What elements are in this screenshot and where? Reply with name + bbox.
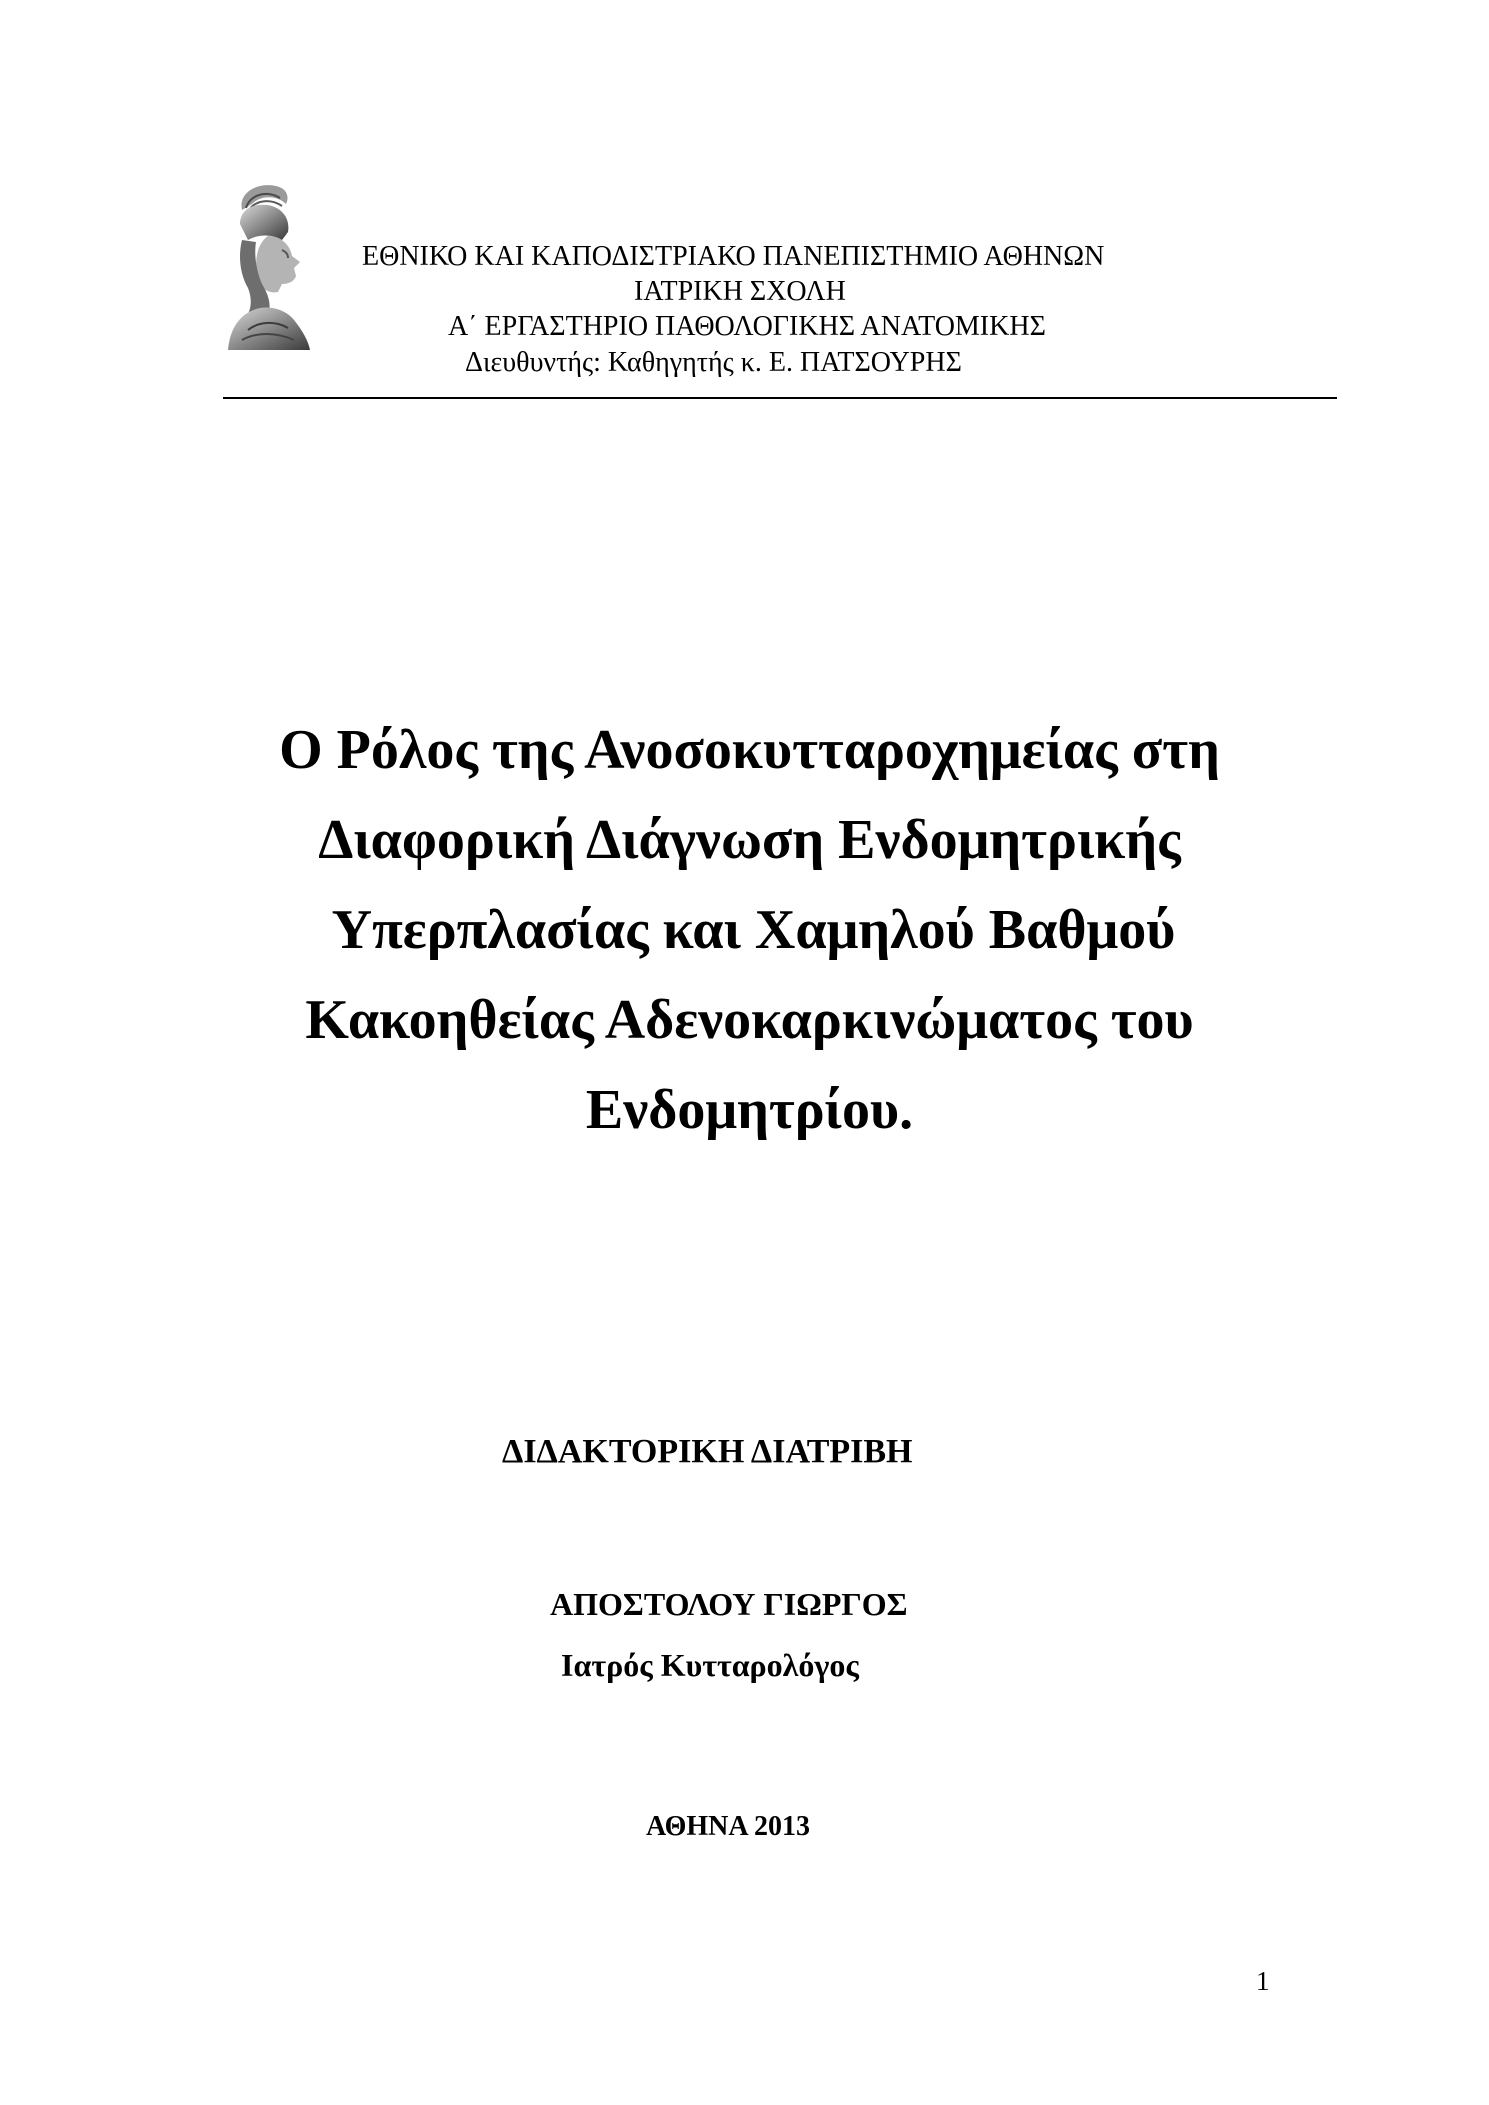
title-line: Υπερπλασίας και Χαμηλού Βαθμού	[331, 899, 1176, 961]
school-name: ΙΑΤΡΙΚΗ ΣΧΟΛΗ	[634, 276, 846, 307]
thesis-title	[0, 705, 1489, 1155]
author-role: Ιατρός Κυτταρολόγος	[561, 1647, 859, 1683]
university-logo	[228, 180, 316, 350]
title-line: Διαφορική Διάγνωση Ενδομητρικής	[318, 809, 1181, 871]
university-name: ΕΘΝΙΚΟ ΚΑΙ ΚΑΠΟΔΙΣΤΡΙΑΚΟ ΠΑΝΕΠΙΣΤΗΜΙΟ ΑΘΗΝΩΝ	[362, 241, 1105, 272]
laboratory-name: Α΄ ΕΡΓΑΣΤΗΡΙΟ ΠΑΘΟΛΟΓΙΚΗΣ ΑΝΑΤΟΜΙΚΗΣ	[448, 311, 1046, 342]
title-line: Ενδομητρίου.	[585, 1079, 914, 1141]
thesis-type-label: ΔΙΔΑΚΤΟΡΙΚΗ ΔΙΑΤΡΙΒΗ	[502, 1433, 913, 1470]
director-line: Διευθυντής: Καθηγητής κ. Ε. ΠΑΤΣΟΥΡΗΣ	[465, 347, 962, 378]
header-divider	[223, 397, 1337, 399]
athena-head-logo-icon	[228, 180, 316, 350]
page-number: 1	[1256, 1966, 1270, 1996]
title-line: Κακοηθείας Αδενοκαρκινώματος του	[305, 989, 1194, 1051]
title-line: Ο Ρόλος της Ανοσοκυτταροχημείας στη	[279, 719, 1220, 781]
author-name: ΑΠΟΣΤΟΛΟΥ ΓΙΩΡΓΟΣ	[550, 1586, 908, 1622]
place-year: ΑΘΗΝΑ 2013	[646, 1811, 811, 1842]
